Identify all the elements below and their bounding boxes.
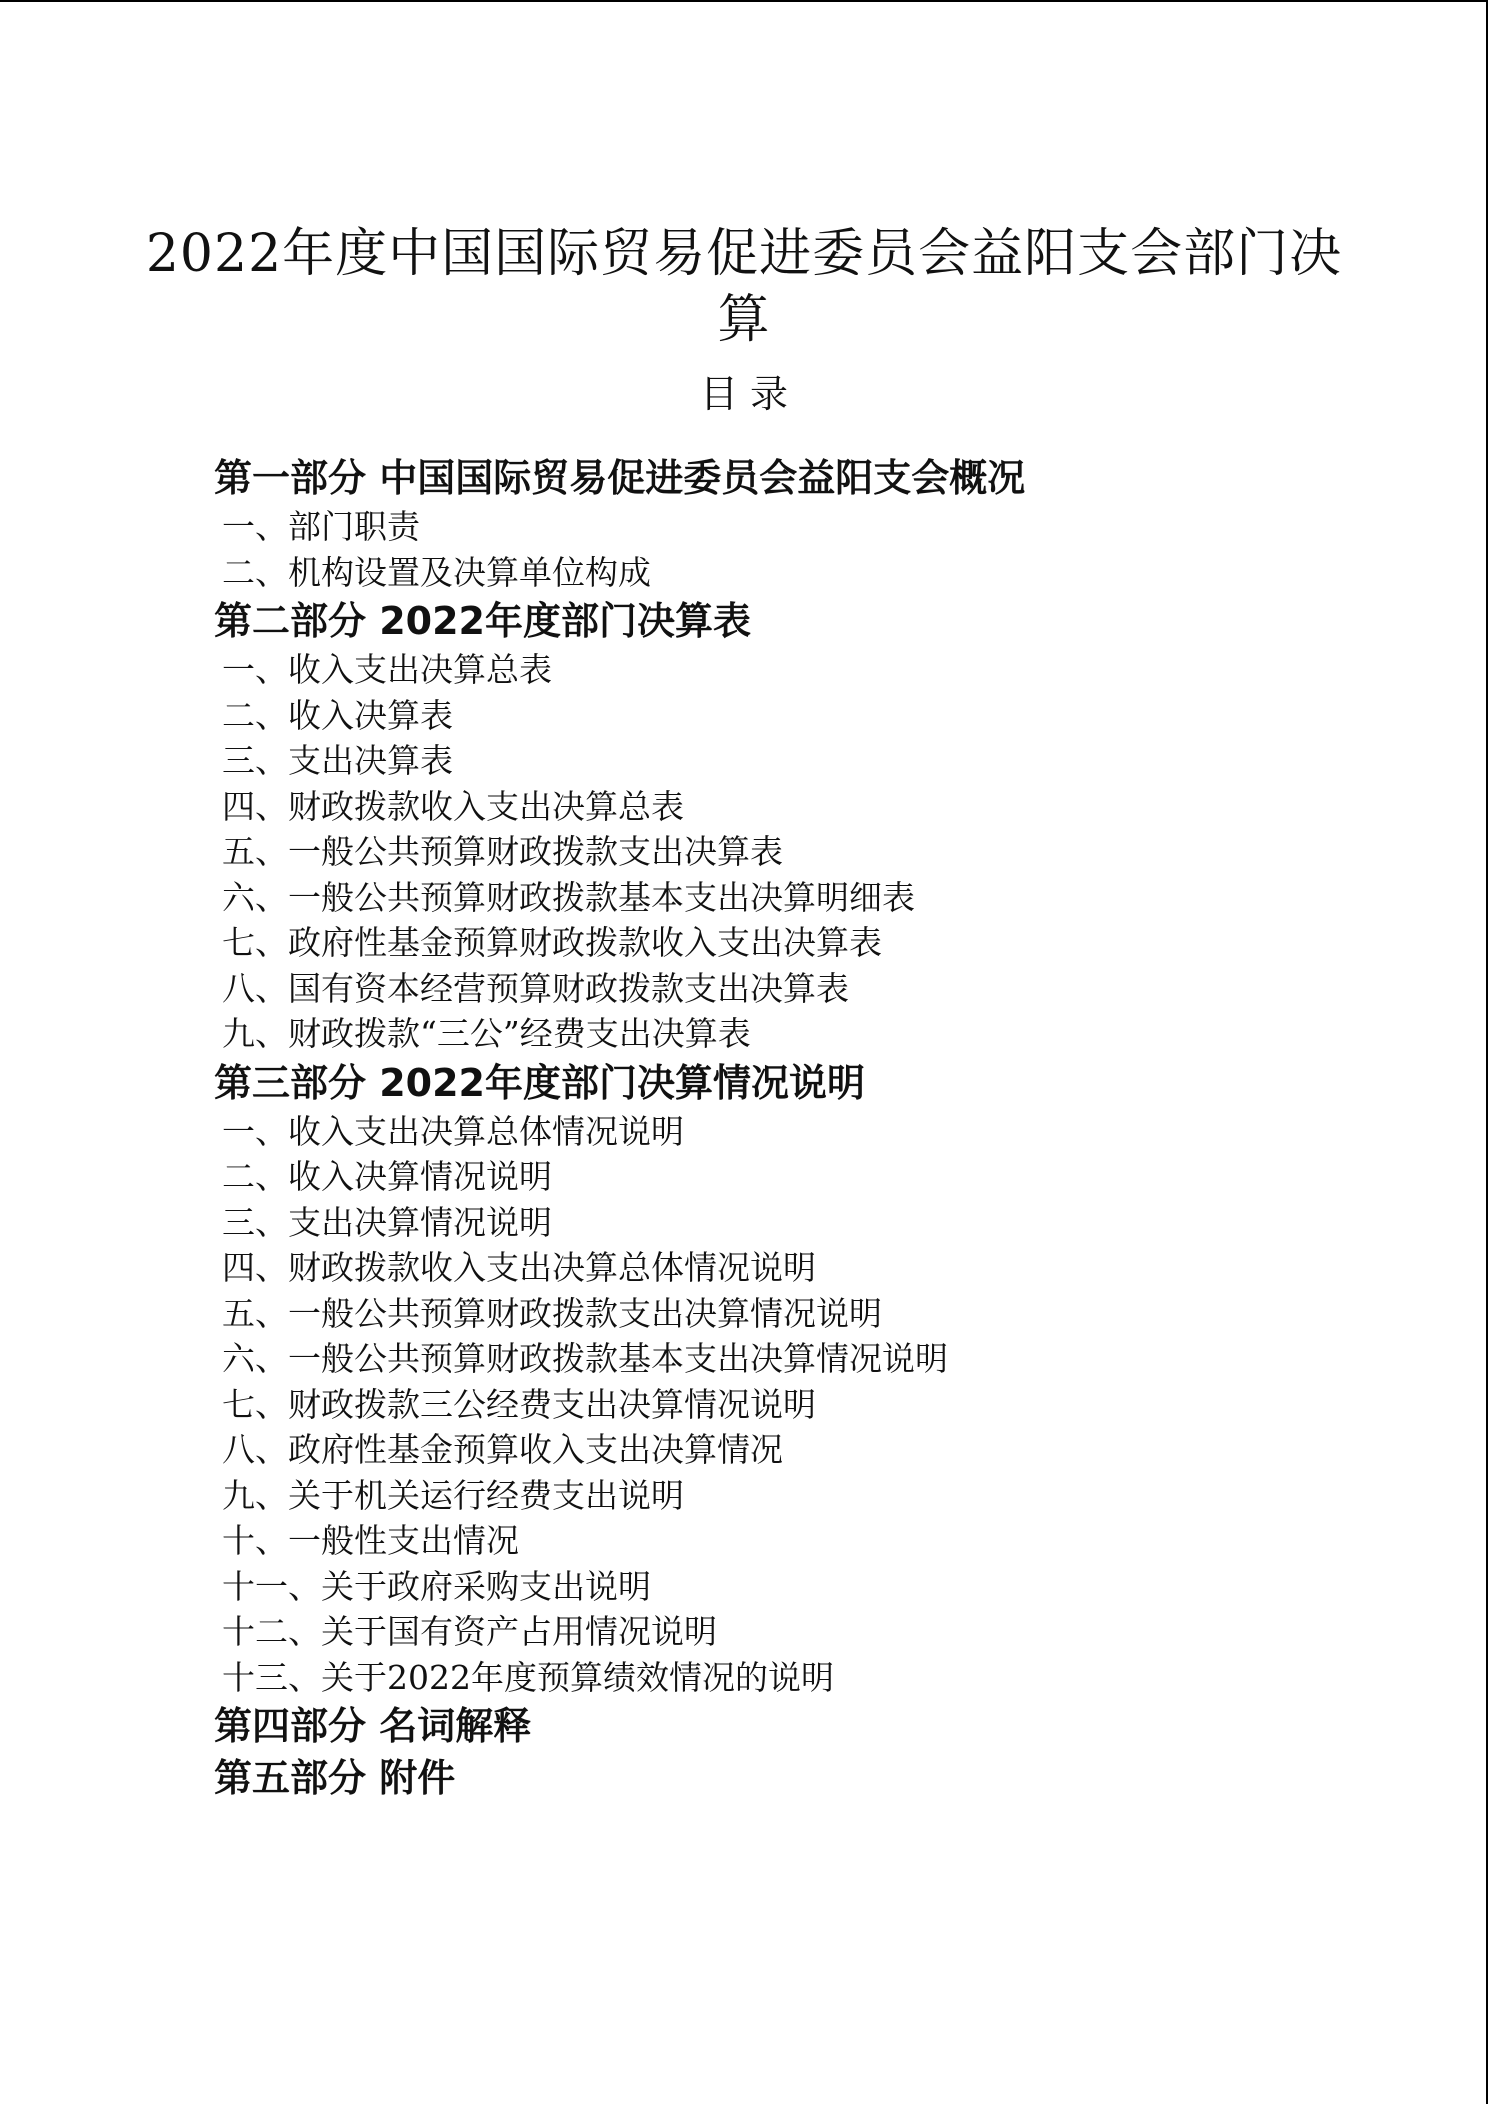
table-of-contents — [214, 452, 1374, 1804]
toc-item: 一、部门职责 — [222, 507, 420, 546]
toc-item: 九、财政拨款“三公”经费支出决算表 — [222, 1014, 751, 1053]
toc-item: 十、一般性支出情况 — [222, 1521, 519, 1560]
toc-item: 四、财政拨款收入支出决算总体情况说明 — [222, 1248, 816, 1287]
toc-item: 十二、关于国有资产占用情况说明 — [222, 1612, 717, 1651]
document-title: 2022年度中国国际贸易促进委员会益阳支会部门决算 — [145, 223, 1343, 350]
toc-item: 一、收入支出决算总表 — [222, 650, 552, 689]
toc-item: 六、一般公共预算财政拨款基本支出决算明细表 — [222, 877, 915, 917]
toc-item: 三、支出决算表 — [222, 741, 453, 780]
toc-heading: 目 录 — [699, 372, 789, 416]
toc-item: 二、机构设置及决算单位构成 — [222, 552, 651, 592]
toc-item: 八、国有资本经营预算财政拨款支出决算表 — [222, 968, 849, 1008]
toc-part-heading: 第五部分 附件 — [214, 1756, 456, 1800]
toc-item: 八、政府性基金预算收入支出决算情况 — [222, 1430, 783, 1469]
toc-item: 七、财政拨款三公经费支出决算情况说明 — [222, 1384, 816, 1424]
toc-item: 七、政府性基金预算财政拨款收入支出决算表 — [222, 923, 882, 962]
toc-part-heading: 第二部分 2022年度部门决算表 — [214, 599, 751, 643]
toc-item: 五、一般公共预算财政拨款支出决算情况说明 — [222, 1293, 882, 1333]
toc-part-heading: 第四部分 名词解释 — [214, 1704, 532, 1748]
toc-item: 十三、关于2022年度预算绩效情况的说明 — [222, 1657, 834, 1697]
toc-item: 一、收入支出决算总体情况说明 — [222, 1111, 684, 1151]
toc-part-heading: 第一部分 中国国际贸易促进委员会益阳支会概况 — [214, 456, 1026, 500]
toc-item: 三、支出决算情况说明 — [222, 1202, 552, 1242]
toc-item: 九、关于机关运行经费支出说明 — [222, 1475, 684, 1515]
page-border-top — [0, 0, 1488, 2]
toc-item: 五、一般公共预算财政拨款支出决算表 — [222, 832, 783, 871]
toc-item: 十一、关于政府采购支出说明 — [222, 1566, 651, 1606]
toc-item: 六、一般公共预算财政拨款基本支出决算情况说明 — [222, 1339, 948, 1378]
toc-item: 二、收入决算表 — [222, 695, 453, 735]
toc-item: 四、财政拨款收入支出决算总表 — [222, 786, 684, 826]
toc-part-heading: 第三部分 2022年度部门决算情况说明 — [214, 1060, 865, 1105]
toc-item: 二、收入决算情况说明 — [222, 1157, 552, 1196]
